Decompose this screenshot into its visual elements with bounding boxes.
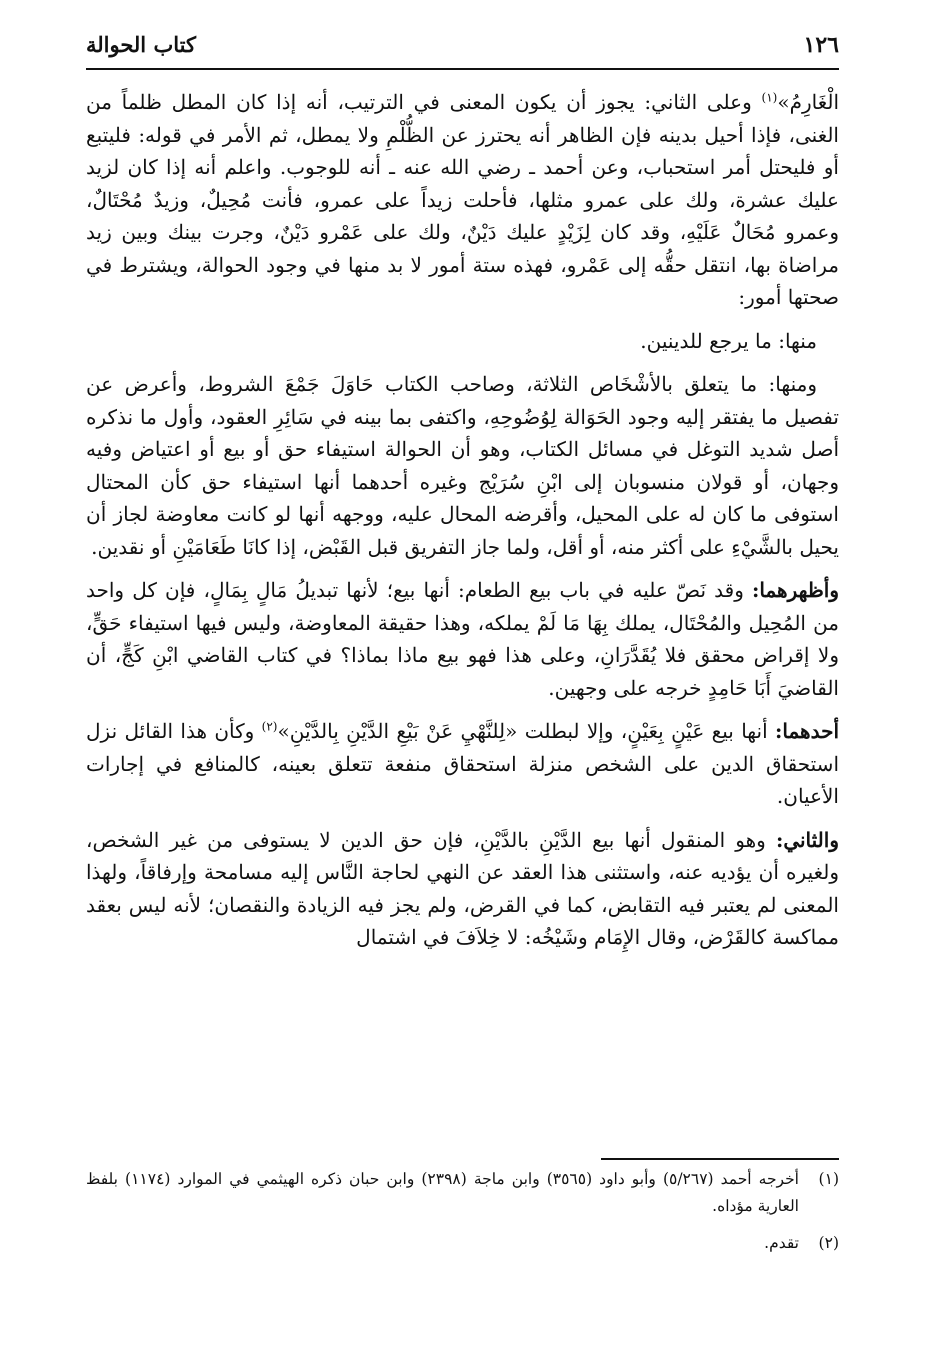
footnote-ref[interactable]: (١) bbox=[761, 90, 778, 105]
paragraph bbox=[86, 574, 839, 704]
paragraph-text: وهو المنقول أنها بيع الدَّيْنِ بالدَّيْنِ، فإن حق الدين لا يستوفى من غير الشخص، ولغيره أن يؤديه عنه، واستثنى هذا العقد عن النهي لحاجة النَّاس إليه مسامحة وإرفاقاً، ولهذا المعنى لم يعتبر فيه التقابض، كما في القرض، ولم يجز فيه الزيادة والنقصان؛ لأنه ليس بعقد مماكسة كالقَرْض، وقال الإِمَام وشَيْخُه: لا خِلاَفَ في اشتمال bbox=[86, 827, 839, 949]
footnote-number: (٢) bbox=[818, 1234, 839, 1252]
paragraph-text: منها: ما يرجع للدينين. bbox=[640, 328, 817, 353]
paragraph bbox=[86, 368, 839, 563]
footnote-item bbox=[86, 1230, 839, 1257]
footnote-item bbox=[86, 1166, 839, 1220]
footnotes bbox=[86, 1166, 839, 1267]
paragraph-lead: والثاني: bbox=[775, 827, 839, 852]
page-number: ١٢٦ bbox=[803, 32, 839, 58]
running-title: كتاب الحوالة bbox=[86, 32, 196, 57]
footnote-rule bbox=[601, 1158, 839, 1160]
paragraph-lead: وأظهرهما: bbox=[752, 578, 839, 602]
header-rule bbox=[86, 68, 839, 70]
footnote-text: أخرجه أحمد (٥/٢٦٧) وأبو داود (٣٥٦٥) وابن ماجة (٢٣٩٨) وابن حبان ذكره الهيثمي في الموارد (١١٧٤) بلفظ العارية مؤداه. bbox=[86, 1170, 799, 1215]
page-header bbox=[86, 30, 839, 64]
paragraph-text: الْغَارِمُ» bbox=[777, 90, 839, 114]
footnote-ref[interactable]: (٢) bbox=[261, 719, 278, 734]
footnote-number: (١) bbox=[818, 1170, 839, 1188]
paragraph-text: وقد نَصّ عليه في باب بيع الطعام: أنها بيع؛ لأنها تبديلُ مَالٍ بِمَالٍ، فإن كل واحد من المُحِيل والمُحْتَال، يملك بِهَا مَا لَمْ يملكه، وهذا حقيقة المعاوضة، وليس فيها استيفاء حَقٍّ، ولا إقراض محقق فلا يُقَدَّرَانِ، وعلى هذا فهو بيع ماذا بماذا؟ في كتاب القاضي ابْنِ كَجٍّ، أن القاضيَ أَبَا حَامِدٍ خرجه على وجهين. bbox=[86, 578, 840, 700]
paragraph bbox=[86, 325, 839, 358]
paragraph-text-cont: وكأن هذا القائل نزل استحقاق الدين على الشخص منزلة استحقاق منفعة تتعلق بعينه، كالمنافع في إجارات الأعيان. bbox=[86, 719, 840, 808]
body-text bbox=[86, 86, 839, 965]
paragraph-text: أنها بيع عَيْنٍ بِعَيْنٍ، وإلا لبطلت «لِلنَّهْيِ عَنْ بَيْعِ الدَّيْنِ بِالدَّيْنِ» bbox=[277, 719, 775, 743]
paragraph bbox=[86, 86, 839, 314]
paragraph bbox=[86, 715, 839, 813]
footnote-text: تقدم. bbox=[764, 1234, 799, 1252]
paragraph-text-cont: وعلى الثاني: يجوز أن يكون المعنى في الترتيب، أنه إذا كان المطل ظلماً من الغنى، فإذا أحيل بدينه فإن الظاهر أنه يحترز عن الظُّلْمِ ولا يمطل، ثم الأمر في قوله: فليتبع أو فليحتل أمر استحباب، وعن أحمد ـ رضي الله عنه ـ أنه للوجوب. واعلم أنه إذا كان لزيد عليك عشرة، ولك على عمرو مثلها، فأحلت زيداً على عمرو، فأنت مُحِيلٌ، وزيدٌ مُحْتَالٌ، وعمرو مُحَالٌ عَلَيْهِ، وقد كان لِزَيْدٍ عليك دَيْنٌ، ولك على عَمْرو دَيْنٌ، وجرت بينك وبين زيد مراضاة بها، انتقل حقُّه إلى عَمْرو، فهذه ستة أمور لا بد منها في وجود الحوالة، ويشترط في صحتها أمور: bbox=[86, 90, 839, 309]
paragraph-text: ومنها: ما يتعلق بالأشْخَاص الثلاثة، وصاحب الكتاب حَاوَلَ جَمْعَ الشروط، وأعرض عن تفصيل ما يفتقر إليه وجود الحَوَالة لِوُضُوحِهِ، واكتفى بما بينه في سَائِرِ العقود، وأول ما نذكره أصل شديد التوغل في مسائل الكتاب، وهو أن الحوالة استيفاء حق أو بيع أو اعتياض وفيه وجهان، أو قولان منسوبان إلى ابْنِ سُرَيْج وغيره أحدهما أنها استيفاء حق كأن المحتال استوفى ما كان له على المحيل، وأقرضه المحال عليه، ووجهه أنها لو كانت معاوضة لجاز أن يحيل بالشَّيْءِ على أكثر منه، أو أقل، ولما جاز التفريق قبل القَبْض، إذا كانَا طَعَامَيْنِ أو نقدين. bbox=[86, 372, 839, 559]
paragraph-lead: أحدهما: bbox=[775, 719, 840, 743]
paragraph bbox=[86, 824, 839, 954]
